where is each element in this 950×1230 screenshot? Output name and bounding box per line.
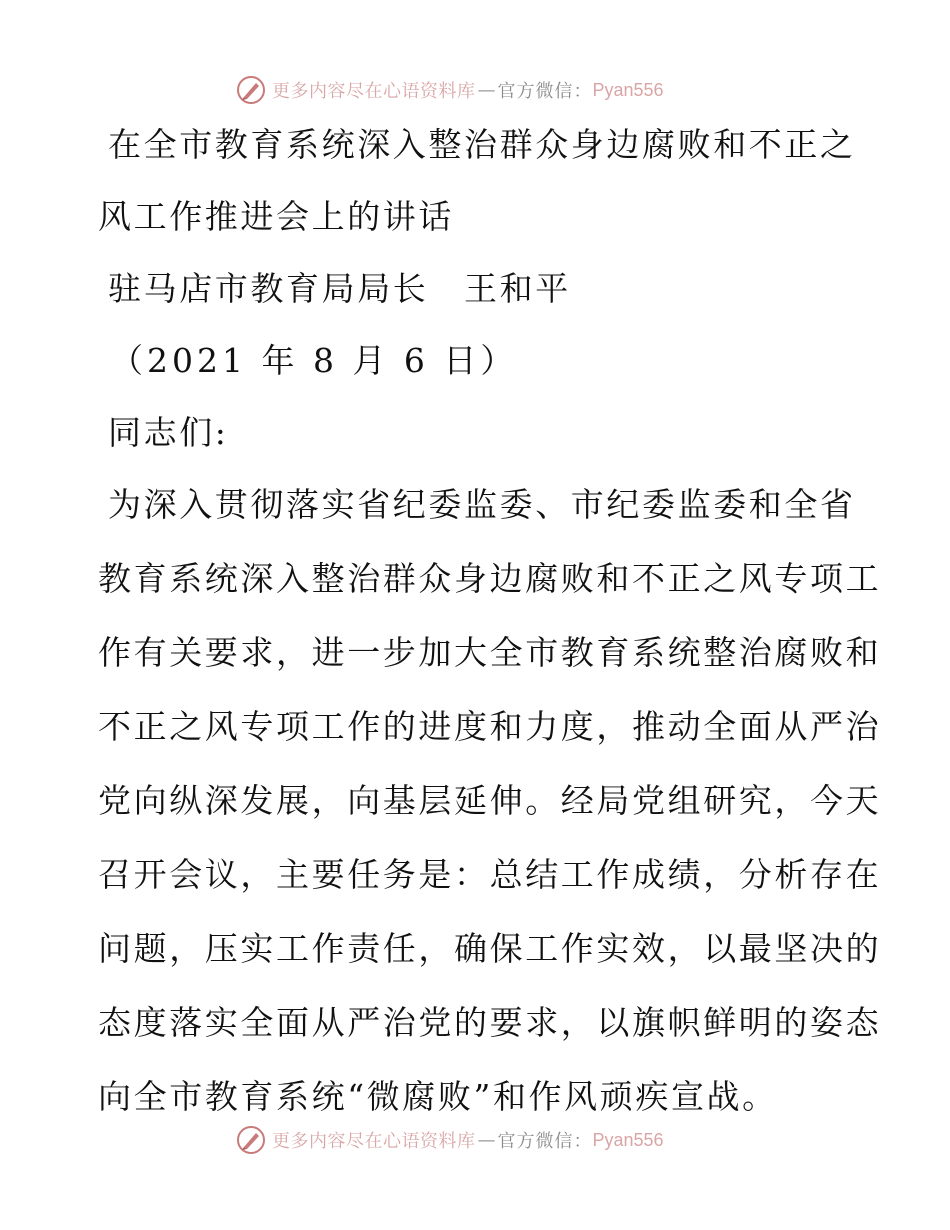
- paragraph-line: 召开会议，主要任务是：总结工作成绩，分析存在: [98, 855, 882, 894]
- watermark-separator: —: [477, 1129, 496, 1151]
- paragraph-line: 党向纵深发展，向基层延伸。经局党组研究，今天: [98, 781, 882, 820]
- header-watermark: [236, 74, 664, 106]
- quill-logo-icon: [236, 1125, 266, 1155]
- document-greeting: 同志们:: [108, 413, 229, 452]
- document-date: （2021 年 8 月 6 日）: [110, 341, 518, 380]
- paragraph-line: 问题，压实工作责任，确保工作实效，以最坚决的: [98, 929, 882, 968]
- paragraph-line: 作有关要求，进一步加大全市教育系统整治腐败和: [98, 633, 882, 672]
- document-author: 驻马店市教育局局长 王和平: [108, 269, 571, 308]
- paragraph-line: 不正之风专项工作的进度和力度，推动全面从严治: [98, 707, 882, 746]
- paragraph-line: 为深入贯彻落实省纪委监委、市纪委监委和全省: [108, 485, 856, 524]
- watermark-wechat-label: 官方微信：: [497, 1131, 593, 1152]
- quill-logo-icon: [236, 75, 266, 105]
- document-title-line-2: 风工作推进会上的讲话: [98, 197, 454, 236]
- document-title-line-1: 在全市教育系统深入整治群众身边腐败和不正之: [108, 125, 856, 164]
- document-paragraph: [98, 485, 882, 1116]
- paragraph-line: 教育系统深入整治群众身边腐败和不正之风专项工: [98, 559, 882, 598]
- footer-watermark: [236, 1124, 664, 1156]
- document-body: [98, 125, 882, 1116]
- paragraph-line: 态度落实全面从严治党的要求，以旗帜鲜明的姿态: [98, 1003, 882, 1042]
- watermark-wechat-id: Pyan556: [592, 79, 664, 100]
- paragraph-line: 向全市教育系统“微腐败”和作风顽疾宣战。: [98, 1077, 778, 1116]
- watermark-wechat-id: Pyan556: [592, 1129, 664, 1150]
- watermark-wechat-label: 官方微信：: [497, 81, 593, 102]
- watermark-text: 更多内容尽在心语资料库: [272, 81, 476, 102]
- watermark-text: 更多内容尽在心语资料库: [272, 1131, 476, 1152]
- watermark-separator: —: [477, 79, 496, 101]
